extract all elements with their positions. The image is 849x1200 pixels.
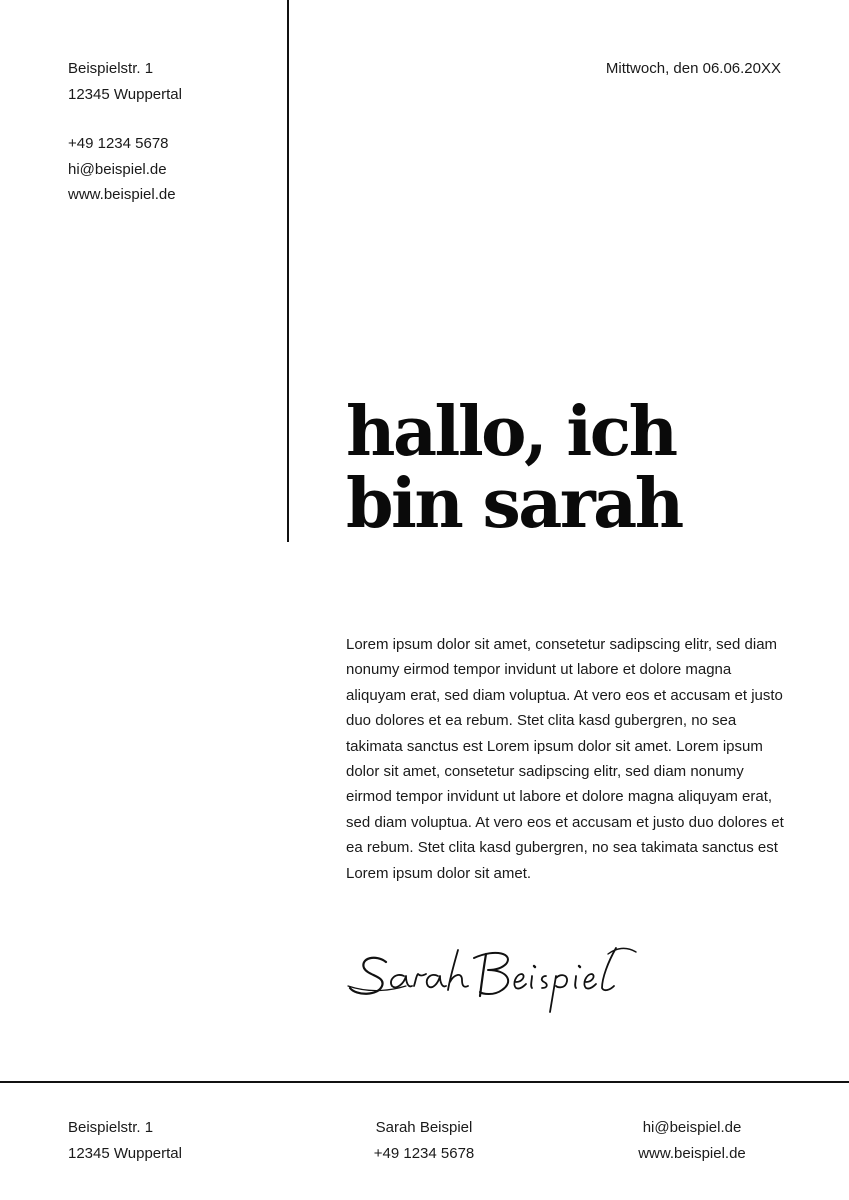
footer-name: Sarah Beispiel xyxy=(375,1119,473,1136)
headline-line-2: bin sarah xyxy=(346,464,682,544)
footer-contact xyxy=(324,1115,524,1167)
footer-online xyxy=(592,1115,792,1167)
footer-city: 12345 Wuppertal xyxy=(68,1145,182,1162)
sender-city: 12345 Wuppertal xyxy=(68,85,182,103)
sender-spacer xyxy=(68,107,182,131)
letter-date: Mittwoch, den 06.06.20XX xyxy=(605,60,781,77)
sender-email: hi@beispiel.de xyxy=(68,160,167,178)
signature xyxy=(346,940,646,1020)
footer-street: Beispielstr. 1 xyxy=(68,1119,154,1136)
body-text: Lorem ipsum dolor sit amet, consetetur sadipscing elitr, sed diam nonumy eirmod tempor invidunt ut labore et dolore magna aliquyam erat, sed diam voluptua. At vero eos et accusam et justo duo dolores et ea rebum. Stet clita kasd gubergren, no sea takimata sanctus est Lorem ipsum dolor sit amet. Lorem ipsum dolor sit amet, consetetur sadipscing elitr, sed diam nonumy eirmod tempor invidunt ut labore et dolore magna aliquyam erat, sed diam voluptua. At vero eos et accusam et justo duo dolores et ea rebum. Stet clita kasd gubergren, no sea takimata sanctus est Lorem ipsum dolor sit amet. xyxy=(346,636,784,882)
footer-phone: +49 1234 5678 xyxy=(373,1145,475,1162)
headline-line-1: hallo, ich xyxy=(346,392,676,472)
sender-street: Beispielstr. 1 xyxy=(68,60,154,77)
vertical-divider xyxy=(287,0,289,542)
sender-block xyxy=(68,56,182,208)
headline xyxy=(346,392,682,544)
footer-address xyxy=(68,1115,182,1167)
footer-website: www.beispiel.de xyxy=(638,1145,746,1162)
footer-divider xyxy=(0,1081,849,1083)
sender-website: www.beispiel.de xyxy=(68,186,176,203)
sender-phone: +49 1234 5678 xyxy=(68,135,169,152)
footer-email: hi@beispiel.de xyxy=(642,1119,742,1136)
